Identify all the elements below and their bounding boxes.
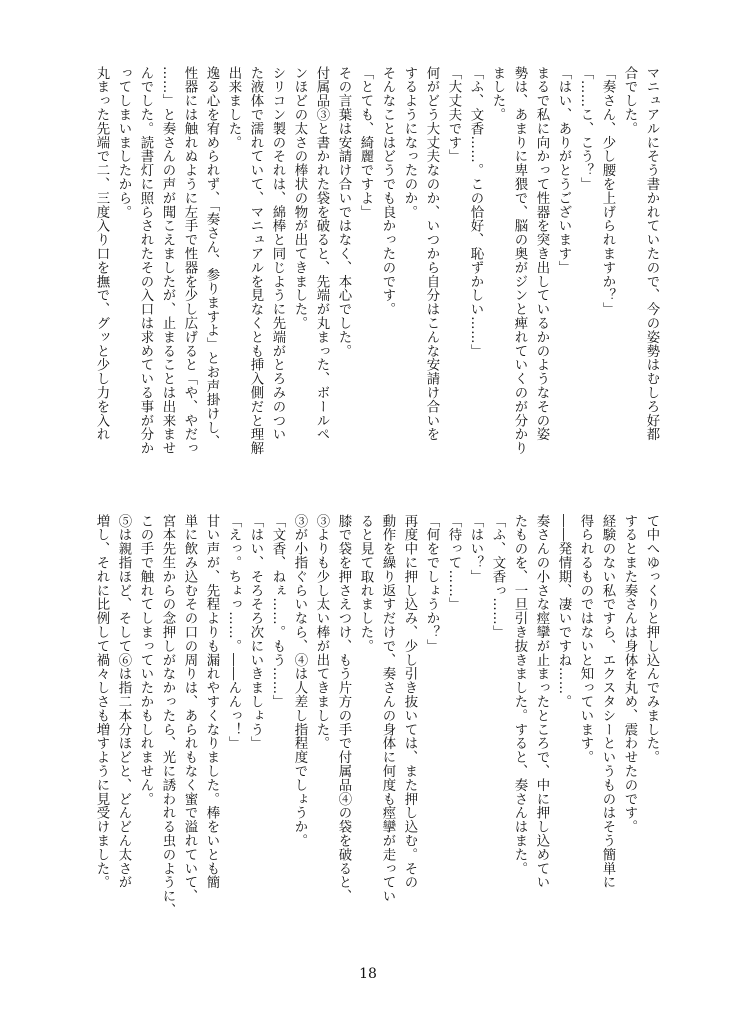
text-line: 出来ました。 <box>226 66 241 150</box>
text-line: そんなことはどうでも良かったのです。 <box>380 66 395 317</box>
text-line: 勢は、あまりに卑猥で、脳の奥がジンと痺れていくのが分かり <box>512 66 527 456</box>
text-line: 膝で袋を押さえつけ、もう片方の手で付属品④の袋を破ると、 <box>336 514 351 904</box>
text-line: んでした。読書灯に照らされたその入口は求めている事が分か <box>138 66 153 456</box>
text-line: ってしまいましたから。 <box>116 66 131 219</box>
text-line: 「文香、ねぇ……。もう……」 <box>270 514 285 709</box>
text-line: 「えっ。ちょっ……。――んんっ！」 <box>226 514 241 751</box>
text-line: ③が小指ぐらいなら、④は人差し指程度でしょうか。 <box>292 514 307 848</box>
text-line: ました。 <box>490 66 505 122</box>
page-number: 18 <box>359 966 377 982</box>
text-line: 「待って……」 <box>446 514 461 612</box>
text-line: 逸る心を宥められず、「奏さん、参りますよ」とお声掛けし、 <box>204 66 219 449</box>
text-line: たものを、一旦引き抜きました。すると、奏さんはまた。 <box>512 514 527 876</box>
text-line: 何がどう大丈夫なのか、いつから自分はこんな安請け合いを <box>424 66 439 442</box>
text-line: 再度中に押し込み、少し引き抜いては、また押し込む。その <box>402 514 417 890</box>
text-line: 「はい、そろそろ次にいきましょう」 <box>248 514 263 751</box>
text-line: 「はい、ありがとうございます」 <box>556 66 571 275</box>
text-line: 増し、それに比例して禍々しさも増すように見受けました。 <box>94 514 109 890</box>
text-line: 丸まった先端で二、三度入り口を撫で、グッと少し力を入れ <box>94 66 109 442</box>
text-line: ……」と奏さんの声が聞こえましたが、止まることは出来ませ <box>160 66 175 456</box>
text-line: シリコン製のそれは、綿棒と同じように先端がとろみのつい <box>270 66 285 442</box>
text-line: ③よりも少し太い棒が出てきました。 <box>314 514 329 751</box>
text-line: 奏さんの小さな痙攣が止まったところで、中に押し込めてい <box>534 514 549 890</box>
text-line: 「……こ、こう？」 <box>578 66 593 192</box>
text-line: するようになったのか。 <box>402 66 417 219</box>
text-line: 動作を繰り返すだけで、奏さんの身体に何度も痙攣が走ってい <box>380 514 395 904</box>
text-line: 甘い声が、先程よりも漏れやすくなりました。棒をいとも簡 <box>204 514 219 890</box>
text-line: 「ふ、文香……。この恰好、恥ずかしい……」 <box>468 66 483 358</box>
text-line: た液体で濡れていて、マニュアルを見なくとも挿入側だと理解 <box>248 66 263 456</box>
text-line: その言葉は安請け合いではなく、本心でした。 <box>336 66 351 358</box>
text-line: 得られるものではないと知っています。 <box>578 514 593 765</box>
text-line: 「はい？」 <box>468 514 483 584</box>
text-line: 宮本先生からの念押しがなかったら、光に誘われる虫のように、 <box>160 514 175 918</box>
text-block-upper <box>94 66 662 496</box>
text-line: 「何をでしょうか？」 <box>424 514 439 653</box>
text-line: ると見て取れました。 <box>358 514 373 653</box>
text-line: ⑤は親指ほど、そして⑥は指二本分ほどと、どんどん太さが <box>116 514 131 890</box>
text-line: するとまた奏さんは身体を丸め、震わせたのです。 <box>622 514 637 834</box>
text-line: 「奏さん、少し腰を上げられますか？」 <box>600 66 615 317</box>
text-line: 経験のない私ですら、エクスタシーというものはそう簡単に <box>600 514 615 890</box>
text-line: この手で触れてしまっていたかもしれません。 <box>138 514 153 806</box>
text-line: ンほどの太さの棒状の物が出てきました。 <box>292 66 307 331</box>
text-line: 性器には触れぬように左手で性器を少し広げると「や、やだっ <box>182 66 197 456</box>
text-line: 「大丈夫です」 <box>446 66 461 164</box>
text-line: 「ふ、文香っ……」 <box>490 514 505 640</box>
text-line: マニュアルにそう書かれていたので、今の姿勢はむしろ好都 <box>644 66 659 442</box>
text-line: 単に飲み込むその口の周りは、あられもなく蜜で溢れていて、 <box>182 514 197 904</box>
text-line: 「とても、綺麗ですよ」 <box>358 66 373 219</box>
text-block-lower <box>94 514 662 944</box>
text-line: 合でした。 <box>622 66 637 136</box>
text-line: まるで私に向かって性器を突き出しているかのようなその姿 <box>534 66 549 442</box>
text-line: ――発情期、凄いですね……。 <box>556 514 571 709</box>
text-line: 付属品③と書かれた袋を破ると、先端が丸まった、ボールペ <box>314 66 329 442</box>
text-line: て中へゆっくりと押し込んでみました。 <box>644 514 659 765</box>
